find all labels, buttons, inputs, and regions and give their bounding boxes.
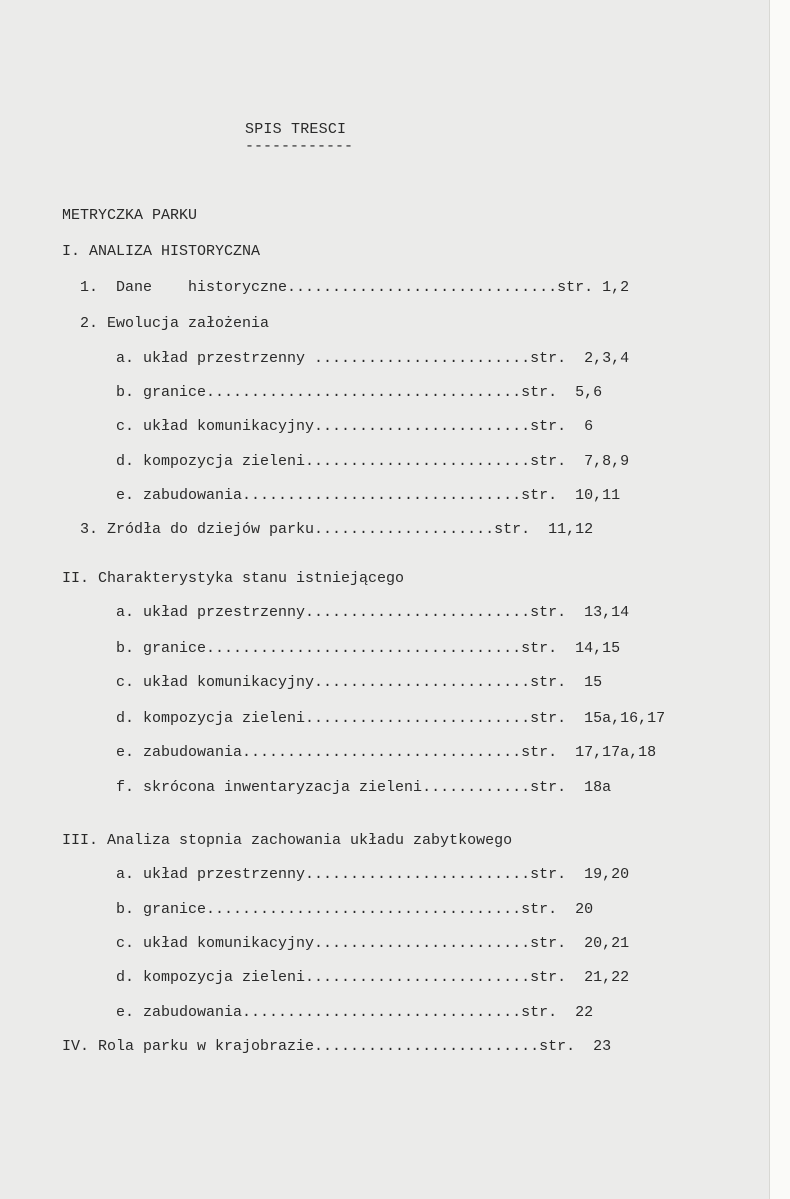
toc-entry — [116, 604, 629, 622]
section-heading-3: III. Analiza stopnia zachowania układu zabytkowego — [62, 832, 513, 849]
toc-page: str. 6 — [530, 418, 594, 435]
toc-label: a. układ przestrzenny — [116, 866, 306, 883]
toc-page: str. 15a,16,17 — [530, 710, 666, 727]
toc-page: str. 20,21 — [530, 935, 630, 952]
toc-label: c. układ komunikacyjny — [116, 935, 315, 952]
toc-label: e. zabudowania — [116, 1004, 243, 1021]
toc-subheading: 2. Ewolucja założenia — [80, 315, 270, 332]
toc-entry — [116, 710, 665, 728]
toc-page: str. 21,22 — [530, 969, 630, 986]
toc-label: a. układ przestrzenny — [116, 604, 306, 621]
toc-dots: ............ — [422, 779, 531, 796]
toc-dots: .............................. — [287, 279, 558, 296]
toc-entry — [116, 969, 629, 987]
toc-label: b. granice — [116, 384, 207, 401]
toc-dots: ......................... — [305, 453, 531, 470]
toc-entry — [116, 350, 629, 368]
toc-page: str. 2,3,4 — [530, 350, 630, 367]
toc-label: b. granice — [116, 901, 207, 918]
toc-dots: ......................... — [305, 866, 531, 883]
toc-dots: ......................... — [314, 1038, 540, 1055]
toc-page: str. 22 — [521, 1004, 594, 1021]
toc-label: c. układ komunikacyjny — [116, 674, 315, 691]
toc-entry — [116, 866, 629, 884]
toc-dots: ........................ — [314, 418, 531, 435]
toc-label: 3. Zródła do dziejów parku — [80, 521, 315, 538]
toc-label: e. zabudowania — [116, 744, 243, 761]
toc-entry — [116, 640, 620, 658]
toc-dots: .................... — [314, 521, 495, 538]
section-heading-1: I. ANALIZA HISTORYCZNA — [62, 243, 261, 260]
page-title: SPIS TRESCI — [245, 121, 347, 138]
toc-entry — [116, 1004, 593, 1022]
toc-page: str. 7,8,9 — [530, 453, 630, 470]
toc-page: str. 18a — [530, 779, 612, 796]
toc-dots: ......................... — [305, 604, 531, 621]
toc-dots: ............................... — [242, 487, 522, 504]
title-underline: ------------ — [245, 138, 354, 155]
toc-entry — [116, 674, 602, 692]
toc-page: str. 13,14 — [530, 604, 630, 621]
toc-page: str. 17,17a,18 — [521, 744, 657, 761]
toc-entry — [116, 487, 620, 505]
toc-page: str. 23 — [539, 1038, 612, 1055]
toc-page: str. 10,11 — [521, 487, 621, 504]
toc-page: str. 5,6 — [521, 384, 603, 401]
toc-entry — [116, 935, 629, 953]
toc-page: str. 20 — [521, 901, 594, 918]
toc-page: str. 14,15 — [521, 640, 621, 657]
toc-dots: ........................ — [314, 674, 531, 691]
toc-page: str. 15 — [530, 674, 603, 691]
toc-dots: ........................ — [314, 350, 531, 367]
toc-dots: ......................... — [305, 969, 531, 986]
toc-entry — [116, 453, 629, 471]
toc-entry — [116, 744, 656, 762]
toc-dots: ................................... — [206, 384, 522, 401]
toc-label: a. układ przestrzenny — [116, 350, 315, 367]
toc-page: str. 11,12 — [494, 521, 594, 538]
toc-dots: ............................... — [242, 1004, 522, 1021]
toc-dots: ................................... — [206, 640, 522, 657]
toc-page: str. 1,2 — [557, 279, 630, 296]
toc-label: b. granice — [116, 640, 207, 657]
toc-dots: ......................... — [305, 710, 531, 727]
toc-entry — [116, 384, 602, 402]
toc-entry — [62, 1038, 611, 1056]
toc-entry — [116, 418, 593, 436]
section-heading-2: II. Charakterystyka stanu istniejącego — [62, 570, 405, 587]
toc-dots: ................................... — [206, 901, 522, 918]
page-edge — [769, 0, 790, 1199]
toc-entry — [80, 279, 629, 297]
toc-page: str. 19,20 — [530, 866, 630, 883]
toc-label: d. kompozycja zieleni — [116, 710, 306, 727]
toc-label: c. układ komunikacyjny — [116, 418, 315, 435]
toc-label: 1. Dane historyczne — [80, 279, 288, 296]
toc-label: e. zabudowania — [116, 487, 243, 504]
toc-dots: ........................ — [314, 935, 531, 952]
toc-entry — [116, 901, 593, 919]
toc-label: d. kompozycja zieleni — [116, 969, 306, 986]
toc-label: f. skrócona inwentaryzacja zieleni — [116, 779, 423, 796]
toc-label: d. kompozycja zieleni — [116, 453, 306, 470]
toc-dots: ............................... — [242, 744, 522, 761]
section-heading-4: IV. Rola parku w krajobrazie — [62, 1038, 315, 1055]
metryczka-heading: METRYCZKA PARKU — [62, 207, 198, 224]
toc-entry — [80, 521, 593, 539]
toc-entry — [116, 779, 611, 797]
